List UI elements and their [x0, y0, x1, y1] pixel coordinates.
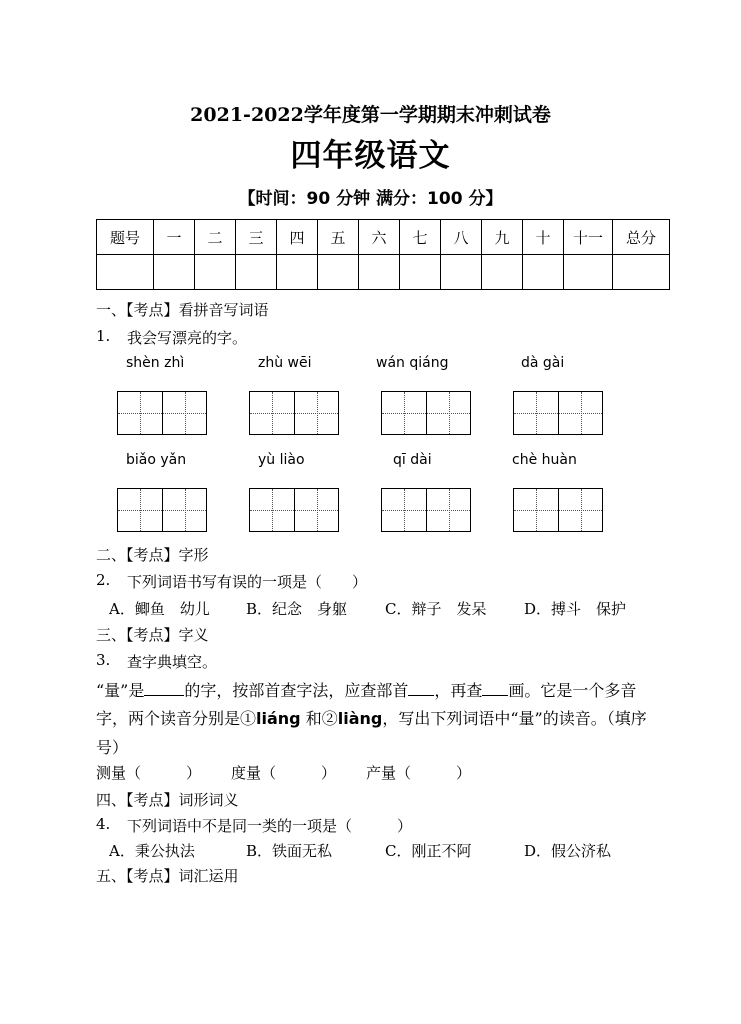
writing-grid[interactable]: [117, 391, 207, 435]
blank-structure[interactable]: [144, 681, 184, 696]
score-header-cell: 题号: [97, 220, 154, 255]
score-cell[interactable]: [97, 255, 154, 290]
subject-title: 四年级语文: [290, 138, 451, 174]
score-table-entry-row: [97, 255, 670, 290]
question-number: 4.: [96, 815, 111, 833]
score-cell[interactable]: [482, 255, 523, 290]
score-header-cell: 八: [441, 220, 482, 255]
score-header-cell: 九: [482, 220, 523, 255]
score-header-cell: 一: [154, 220, 195, 255]
score-header-cell: 总分: [613, 220, 670, 255]
question-text: 查字典填空。: [127, 653, 218, 671]
fill-item[interactable]: 测量（ ）: [96, 764, 202, 782]
score-header-cell: 四: [277, 220, 318, 255]
score-header-cell: 七: [400, 220, 441, 255]
score-cell[interactable]: [359, 255, 400, 290]
paragraph-line-2: [96, 706, 647, 729]
score-cell[interactable]: [613, 255, 670, 290]
text-segment: ，写出下列词语中“量”的读音。（填序: [382, 709, 647, 728]
text-segment: ，再查: [434, 681, 483, 700]
text-segment: 字，两个读音分别是①: [96, 709, 257, 728]
score-table-header-row: [97, 220, 670, 255]
score-cell[interactable]: [400, 255, 441, 290]
pinyin-label: shèn zhì: [126, 355, 185, 371]
pinyin-label: yù liào: [258, 452, 305, 468]
question-text: 下列词语书写有误的一项是（ ）: [127, 573, 368, 591]
option-c[interactable]: C．辩子 发呆: [385, 600, 487, 618]
blank-radical[interactable]: [408, 681, 434, 696]
score-header-cell: 三: [236, 220, 277, 255]
pinyin-reading-1: liáng: [256, 709, 301, 728]
text-segment: 和②: [300, 709, 338, 728]
writing-grid[interactable]: [513, 488, 603, 532]
writing-grid[interactable]: [513, 391, 603, 435]
score-header-cell: 十: [523, 220, 564, 255]
score-cell[interactable]: [195, 255, 236, 290]
pinyin-reading-2: liàng: [337, 709, 383, 728]
option-b[interactable]: B．铁面无私: [246, 842, 333, 860]
section-heading: 一、【考点】看拼音写词语: [96, 301, 269, 319]
pinyin-label: dà gài: [521, 355, 565, 371]
option-b[interactable]: B．纪念 身躯: [246, 600, 348, 618]
fill-item[interactable]: 度量（ ）: [231, 764, 337, 782]
writing-grid[interactable]: [381, 391, 471, 435]
score-header-cell: 十一: [564, 220, 613, 255]
option-a[interactable]: A．秉公执法: [109, 842, 195, 860]
score-cell[interactable]: [523, 255, 564, 290]
paragraph-line-3: 号）: [96, 738, 129, 757]
text-segment: 的字，按部首查字法，应查部首: [184, 681, 409, 700]
score-cell[interactable]: [318, 255, 359, 290]
writing-grid[interactable]: [381, 488, 471, 532]
score-cell[interactable]: [564, 255, 613, 290]
writing-grid[interactable]: [249, 391, 339, 435]
pinyin-label: chè huàn: [512, 452, 577, 468]
score-header-cell: 六: [359, 220, 400, 255]
fill-item[interactable]: 产量（ ）: [366, 764, 472, 782]
option-c[interactable]: C．刚正不阿: [385, 842, 472, 860]
score-cell[interactable]: [277, 255, 318, 290]
option-a[interactable]: A．鲫鱼 幼儿: [109, 600, 210, 618]
exam-title: 2021-2022学年度第一学期期末冲刺试卷: [190, 104, 551, 126]
option-d[interactable]: D．搏斗 保护: [524, 600, 627, 618]
paragraph-line-1: [96, 678, 636, 701]
pinyin-label: biǎo yǎn: [126, 452, 187, 468]
score-cell[interactable]: [236, 255, 277, 290]
question-text: 下列词语中不是同一类的一项是（ ）: [127, 817, 413, 835]
text-segment: 画。它是一个多音: [508, 681, 637, 700]
question-number: 3.: [96, 651, 111, 669]
question-number: 2.: [96, 571, 111, 589]
score-table: [96, 219, 670, 290]
question-number: 1.: [96, 327, 111, 345]
score-header-cell: 二: [195, 220, 236, 255]
writing-grid[interactable]: [117, 488, 207, 532]
exam-info: 【时间：90 分钟 满分：100 分】: [238, 189, 503, 209]
pinyin-label: qī dài: [393, 452, 432, 468]
score-header-cell: 五: [318, 220, 359, 255]
section-heading: 二、【考点】字形: [96, 546, 209, 564]
score-cell[interactable]: [154, 255, 195, 290]
pinyin-label: wán qiáng: [376, 355, 449, 371]
score-cell[interactable]: [441, 255, 482, 290]
pinyin-label: zhù wēi: [258, 355, 312, 371]
writing-grid[interactable]: [249, 488, 339, 532]
section-heading: 四、【考点】词形词义: [96, 791, 239, 809]
section-heading: 三、【考点】字义: [96, 626, 209, 644]
section-heading: 五、【考点】词汇运用: [96, 867, 239, 885]
question-text: 我会写漂亮的字。: [127, 329, 248, 347]
option-d[interactable]: D．假公济私: [524, 842, 612, 860]
blank-strokes[interactable]: [482, 681, 508, 696]
text-segment: “量”是: [96, 681, 145, 700]
